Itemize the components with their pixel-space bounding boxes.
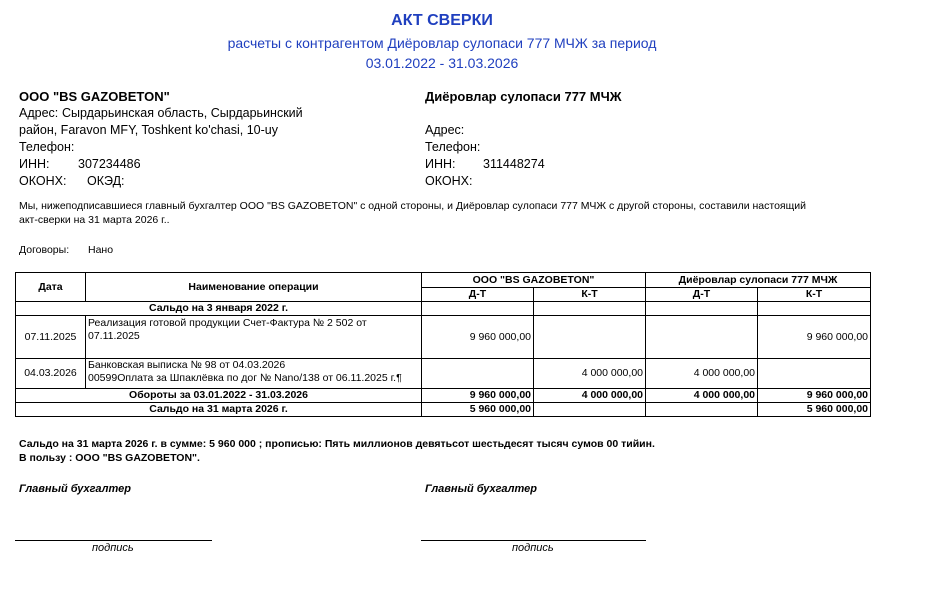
left-oked-label: ОКЭД: [87, 174, 125, 188]
left-address-line1: Сырдарьинская область, Сырдарьинский [62, 106, 303, 120]
right-signature-line [421, 540, 646, 541]
header-date: Дата [16, 273, 86, 302]
closing-balance-label: Сальдо на 31 марта 2026 г. [16, 403, 422, 417]
row-date: 04.03.2026 [16, 359, 86, 389]
header-left-party: ООО "BS GAZOBETON" [422, 273, 646, 288]
turnover-row [16, 389, 871, 403]
turnover-left-debit: 9 960 000,00 [422, 389, 534, 403]
reconciliation-table [15, 272, 871, 417]
row-left-debit: 9 960 000,00 [422, 316, 534, 359]
right-party-name: Диёровлар сулопаси 777 МЧЖ [425, 89, 622, 104]
closing-left-debit: 5 960 000,00 [422, 403, 534, 417]
left-address-line2: район, Faravon MFY, Toshkent ko'chasi, 10-uy [19, 123, 278, 137]
left-inn-label: ИНН: [19, 157, 50, 171]
row-left-credit [534, 316, 646, 359]
right-inn-value: 311448274 [483, 157, 545, 171]
contracts-value: Нано [88, 244, 114, 256]
row-operation [86, 316, 422, 359]
document-subtitle: расчеты с контрагентом Диёровлар сулопаси 777 МЧЖ за период [227, 35, 657, 51]
left-signature-caption: подпись [92, 542, 134, 554]
right-signature-title: Главный бухгалтер [425, 483, 537, 495]
header-left-debit: Д-Т [422, 288, 534, 302]
document-period: 03.01.2022 - 31.03.2026 [365, 55, 519, 71]
header-right-credit: К-Т [758, 288, 871, 302]
row-operation-line1: Реализация готовой продукции Счет-Фактура № 2 502 от [88, 317, 367, 329]
contracts [19, 243, 113, 257]
left-signature-line [15, 540, 212, 541]
left-address-label: Адрес: [19, 106, 59, 120]
intro-line2: акт-сверки на 31 марта 2026 г.. [19, 214, 170, 226]
row-left-debit [422, 359, 534, 389]
right-party-block [425, 88, 845, 190]
summary-line2: В пользу : ООО "BS GAZOBETON". [19, 452, 200, 464]
closing-right-credit: 5 960 000,00 [758, 403, 871, 417]
turnover-label: Обороты за 03.01.2022 - 31.03.2026 [16, 389, 422, 403]
summary [19, 437, 655, 465]
right-address-label: Адрес: [425, 123, 465, 137]
intro-line1: Мы, нижеподписавшиеся главный бухгалтер ООО "BS GAZOBETON" с одной стороны, и Диёровлар сулопаси 777 МЧЖ с другой стороны, составили настоящий [19, 200, 806, 212]
header-left-credit: К-Т [534, 288, 646, 302]
row-right-debit [646, 316, 758, 359]
table-row [16, 316, 871, 359]
opening-balance-label: Сальдо на 3 января 2022 г. [16, 302, 422, 316]
left-signature-title: Главный бухгалтер [19, 483, 131, 495]
left-party-block [19, 88, 399, 190]
left-phone-label: Телефон: [19, 140, 75, 154]
turnover-right-debit: 4 000 000,00 [646, 389, 758, 403]
row-date: 07.11.2025 [16, 316, 86, 359]
row-operation-line2: 07.11.2025 [88, 330, 140, 342]
turnover-left-credit: 4 000 000,00 [534, 389, 646, 403]
row-right-credit: 9 960 000,00 [758, 316, 871, 359]
header-right-party: Диёровлар сулопаси 777 МЧЖ [646, 273, 871, 288]
row-right-credit [758, 359, 871, 389]
row-operation [86, 359, 422, 389]
document-title: АКТ СВЕРКИ [391, 12, 493, 29]
closing-balance-row [16, 403, 871, 417]
right-inn-label: ИНН: [425, 157, 456, 171]
table-row [16, 359, 871, 389]
left-inn-value: 307234486 [78, 157, 141, 171]
contracts-label: Договоры: [19, 244, 70, 256]
header-operation: Наименование операции [86, 273, 422, 302]
row-right-debit: 4 000 000,00 [646, 359, 758, 389]
right-okonh-label: ОКОНХ: [425, 174, 473, 188]
opening-balance-row [16, 302, 871, 316]
turnover-right-credit: 9 960 000,00 [758, 389, 871, 403]
row-left-credit: 4 000 000,00 [534, 359, 646, 389]
left-okonh-label: ОКОНХ: [19, 174, 67, 188]
row-operation-line2: 00599Оплата за Шпаклёвка по дог № Nano/138 от 06.11.2025 г.¶ [88, 372, 402, 384]
summary-line1: Сальдо на 31 марта 2026 г. в сумме: 5 960 000 ; прописью: Пять миллионов девятьсот шестьдесят тысяч сумов 00 тийин. [19, 438, 655, 450]
left-party-name: ООО "BS GAZOBETON" [19, 89, 170, 104]
right-phone-label: Телефон: [425, 140, 481, 154]
header-right-debit: Д-Т [646, 288, 758, 302]
row-operation-line1: Банковская выписка № 98 от 04.03.2026 [88, 359, 286, 371]
intro-text [19, 199, 879, 227]
right-signature-caption: подпись [512, 542, 554, 554]
